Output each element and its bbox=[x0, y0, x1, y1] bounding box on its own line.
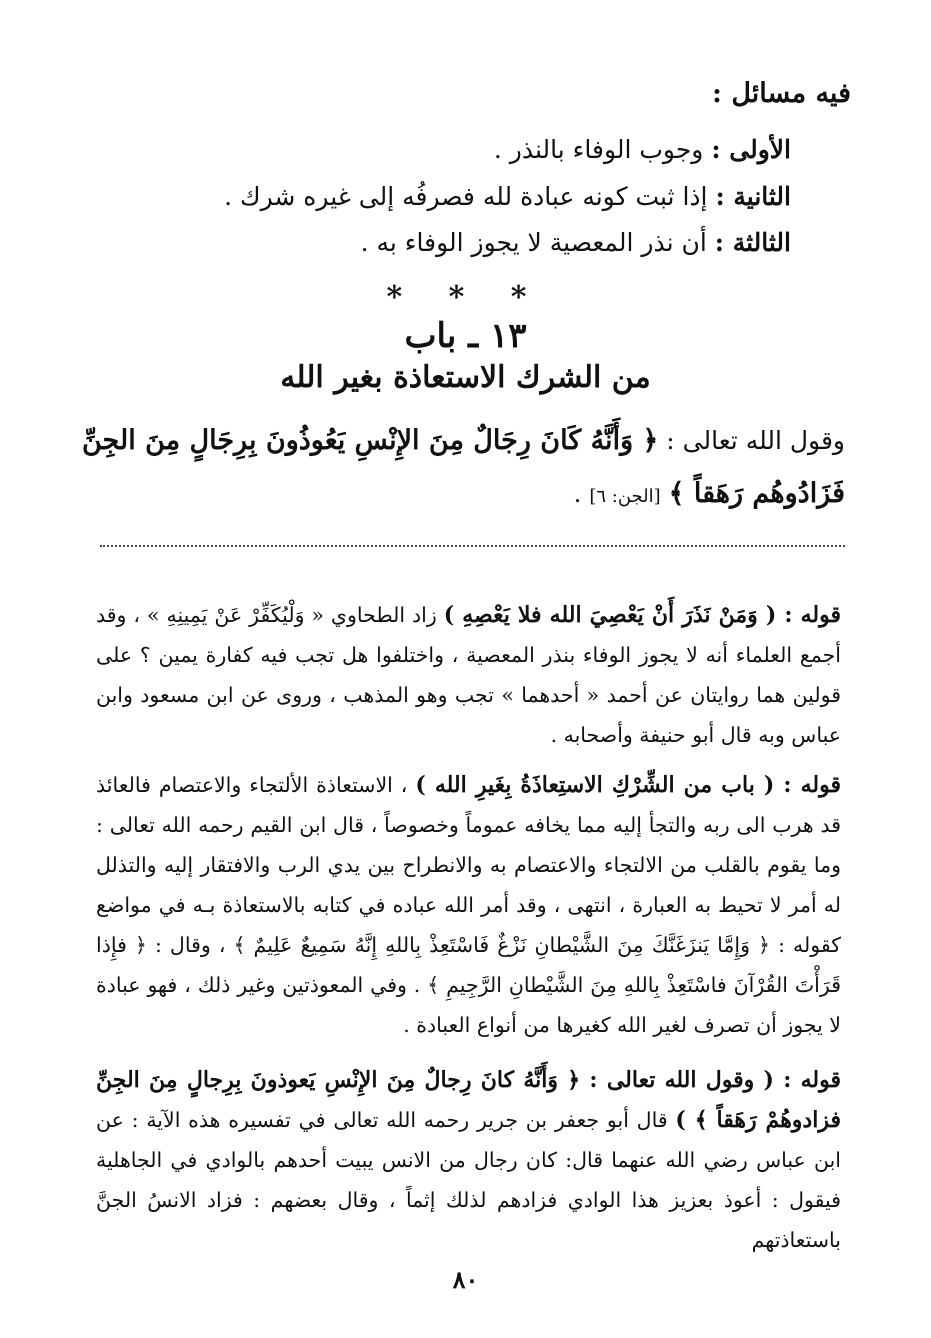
footnote-divider bbox=[100, 545, 845, 547]
issue-label: الثالثة : bbox=[714, 228, 791, 257]
section-separator: * * * bbox=[386, 280, 545, 315]
commentary-text: زاد الطحاوي « وَلْيُكَفِّرْ عَنْ يَمِينِهِ » ، وقد أجمع العلماء أنه لا يجوز الوفاء بنذر المعصية ، واختلفوا هل تجب فيه كفارة يمين ؟ على قولين هما روايتان عن أحمد « أحدهما » تجب وهو المذهب ، وروى عن ابن مسعود وابن عباس وبه قال أبو حنيفة وأصحابه . bbox=[96, 603, 841, 747]
issue-label: الثانية : bbox=[715, 182, 791, 211]
commentary-lead: قوله : ( وَمَنْ نَذَرَ أَنْ يَعْصِيَ الله فلا يَعْصِهِ ) bbox=[443, 602, 841, 628]
commentary-paragraph bbox=[96, 765, 841, 1045]
commentary-text: ، الاستعاذة الألتجاء والاعتصام فالعائذ قد هرب الى ربه والتجأ إليه مما يخافه عموماً وخصوصاً ، قال ابن القيم رحمه الله تعالى : وما يقوم بالقلب من الالتجاء والاعتصام به والانطراح بين يدي الرب والافتقار إليه والتذلل له أمر لا تحيط به العبارة ، انتهى ، وقد أمر الله عباده في كتابه بالاستعاذة بـه في مواضع كقوله : ﴿ وَإِمَّا يَنزَغَنَّكَ مِنَ الشَّيْطانِ نَزْغٌ فَاسْتَعِذْ بِاللهِ إِنَّهُ سَمِيعٌ عَلِيمٌ ﴾ ، وقال : ﴿ فإِذا قَرَأْتَ القُرْآنَ فاسْتَعِذْ بِاللهِ مِنَ الشَّيْطانِ الرَّجِيمِ ﴾ . وفي المعوذتين وغير ذلك ، فهو عبادة لا يجوز أن تصرف لغير الله كغيرها من أنواع العبادة . bbox=[96, 773, 841, 1037]
page-number: ٨٠ bbox=[452, 1265, 479, 1294]
issue-item bbox=[494, 135, 791, 164]
chapter-number: ١٣ ـ باب bbox=[404, 316, 527, 356]
chapter-title: من الشرك الاستعاذة بغير الله bbox=[280, 360, 651, 395]
commentary-lead: قوله : ( باب من الشِّرْكِ الاستِعاذَةُ بِغَيرِ الله ) bbox=[415, 772, 841, 798]
verse-line bbox=[82, 425, 845, 456]
issue-text: إذا ثبت كونه عبادة لله فصرفُه إلى غيره شرك . bbox=[224, 182, 708, 211]
issue-text: أن نذر المعصية لا يجوز الوفاء به . bbox=[360, 228, 707, 257]
verse-end: . bbox=[573, 479, 582, 508]
issues-heading: فيه مسائل : bbox=[711, 78, 851, 109]
issue-text: وجوب الوفاء بالنذر . bbox=[493, 135, 704, 164]
issue-item bbox=[361, 228, 791, 257]
commentary-paragraph bbox=[96, 595, 841, 755]
commentary-paragraph bbox=[96, 1060, 841, 1260]
verse-line bbox=[85, 478, 845, 509]
verse-intro: وقول الله تعالى : bbox=[666, 426, 845, 455]
issue-item bbox=[224, 182, 791, 211]
verse-quote: فَزَادُوهُم رَهَقاً ﴾ bbox=[668, 478, 845, 509]
verse-reference: [الجن: ٦] bbox=[589, 486, 661, 507]
issue-label: الأولى : bbox=[711, 135, 791, 164]
commentary-text: قال أبو جعفر بن جرير رحمه الله تعالى في تفسيره هذه الآية : عن ابن عباس رضي الله عنهما قال: كان رجال من الانس يبيت أحدهم بالوادي في الجاهلية فيقول : أعوذ بعزيز هذا الوادي فزادهم لذلك إثماً ، وقال بعضهم : فزاد الانسُ الجنَّ باستعاذتهم bbox=[96, 1108, 841, 1252]
commentary-lead: قوله : ( وقول الله تعالى : ﴿ وَأَنَّهُ كانَ رِجالٌ مِنَ الإِنْسِ يَعوذونَ بِرِجالٍ مِنَ الجِنِّ فزادوهُمْ رَهَقاً ﴾ ) bbox=[96, 1067, 841, 1133]
verse-quote: ﴿ وَأَنَّهُ كَانَ رِجَالٌ مِنَ الإِنْسِ يَعُوذُونَ بِرِجَالٍ مِنَ الجِنِّ bbox=[82, 425, 659, 456]
